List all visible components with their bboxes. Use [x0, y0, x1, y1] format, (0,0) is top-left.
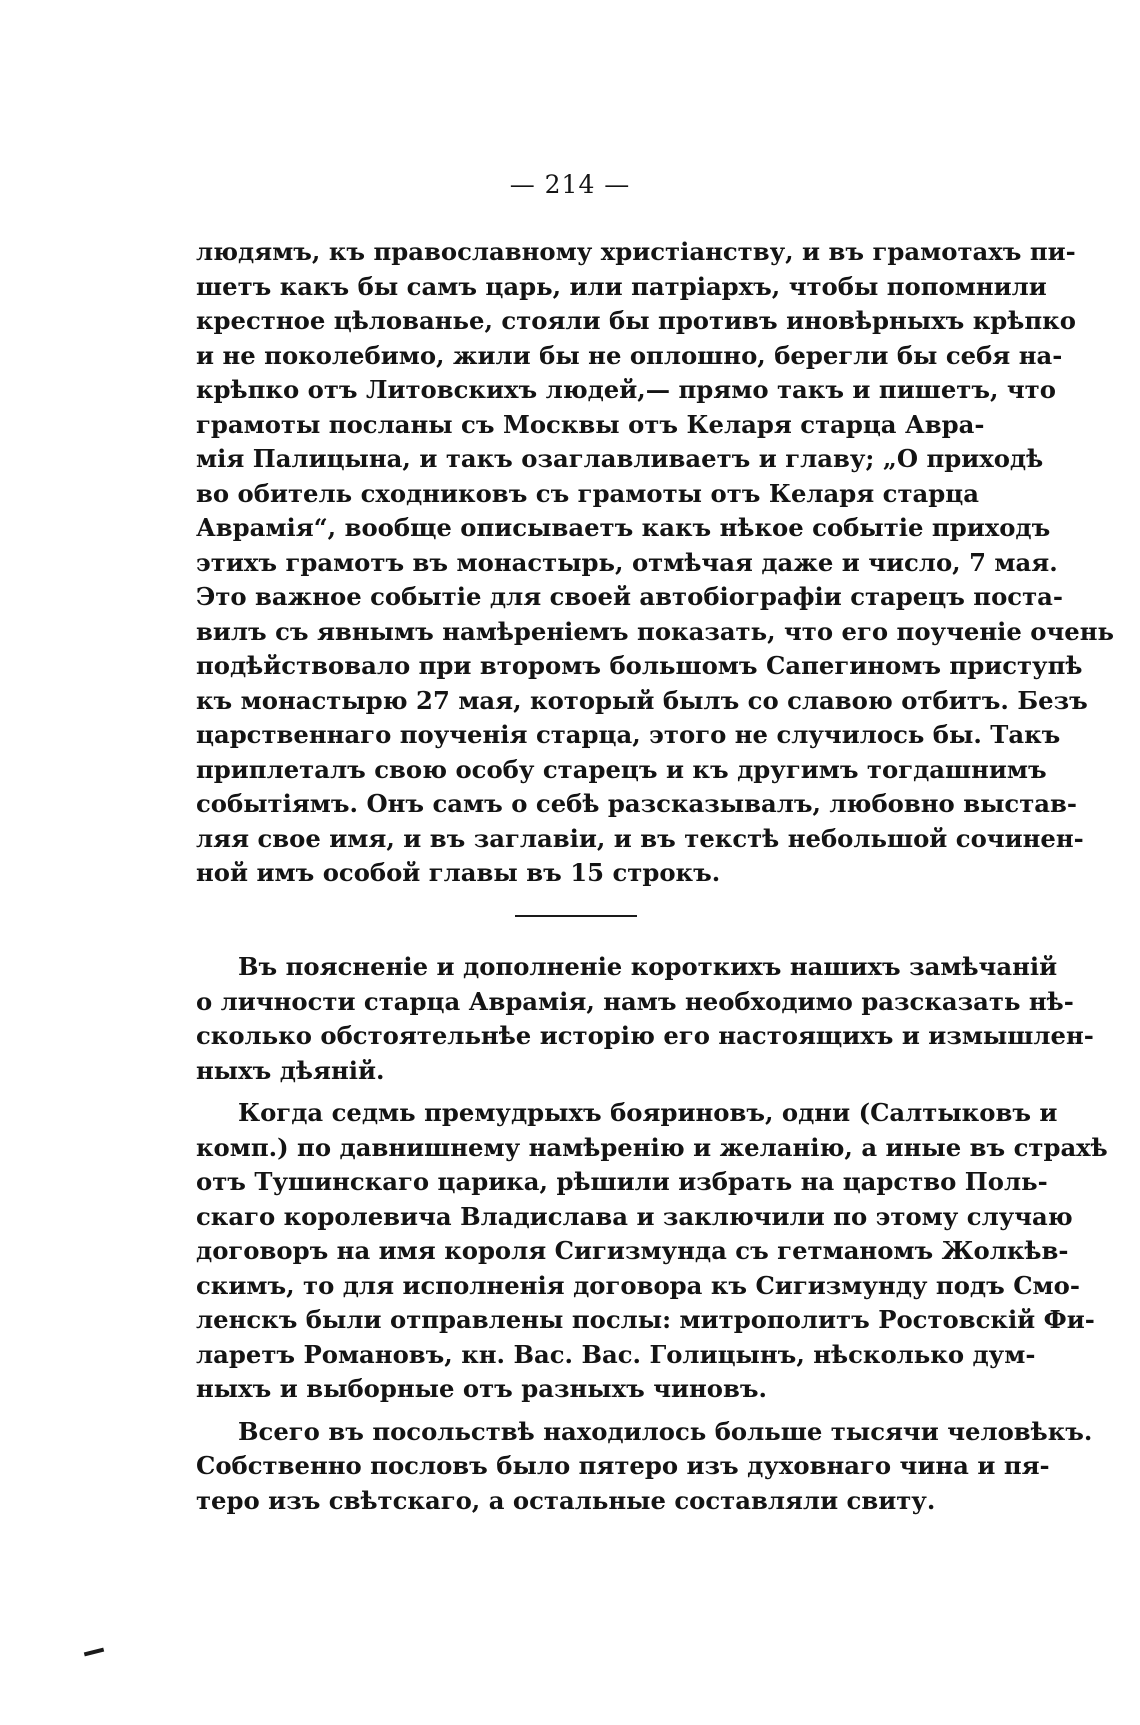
- text-line: вилъ съ явнымъ намѣреніемъ показать, что его поученіе очень: [196, 616, 1114, 646]
- text-line: Всего въ посольствѣ находилось больше тысячи человѣкъ.: [238, 1416, 1093, 1446]
- section-text: [196, 950, 1108, 1518]
- text-line: подѣйствовало при второмъ большомъ Сапегиномъ приступѣ: [196, 651, 1083, 680]
- text-line: грамоты посланы съ Москвы отъ Келаря старца Авра-: [196, 409, 985, 439]
- text-line: Собственно пословъ было пятеро изъ духовнаго чина и пя-: [196, 1451, 1050, 1480]
- text-line: крестное цѣлованье, стояли бы противъ иновѣрныхъ крѣпко: [196, 306, 1076, 335]
- text-line: Въ поясненіе и дополненіе короткихъ нашихъ замѣчаній: [238, 952, 1058, 981]
- text-line: во обитель сходниковъ съ грамоты отъ Келаря старца: [196, 478, 979, 508]
- page-number: — 214 —: [509, 170, 631, 199]
- paragraph-continued-text: [196, 235, 1114, 891]
- text-line: ларетъ Романовъ, кн. Вас. Вас. Голицынъ, нѣсколько дум-: [196, 1339, 1036, 1369]
- text-line: сколько обстоятельнѣе исторію его настоящихъ и измышлен-: [196, 1021, 1094, 1050]
- text-line: Аврамія“, вообще описываетъ какъ нѣкое событіе приходъ: [196, 513, 1051, 542]
- text-line: договоръ на имя короля Сигизмунда съ гетманомъ Жолкѣв-: [196, 1236, 1069, 1265]
- text-line: приплеталъ свою особу старецъ и къ другимъ тогдашнимъ: [196, 754, 1047, 784]
- paragraph: [196, 1096, 1108, 1407]
- text-line: мія Палицына, и такъ озаглавливаетъ и главу; „О приходѣ: [196, 444, 1044, 473]
- text-line: людямъ, къ православному христіанству, и въ грамотахъ пи-: [196, 237, 1076, 266]
- text-line: ной имъ особой главы въ 15 строкъ.: [196, 858, 721, 887]
- text-line: ляя свое имя, и въ заглавіи, и въ текстѣ небольшой сочинен-: [196, 823, 1084, 853]
- text-line: теро изъ свѣтскаго, а остальные составляли свиту.: [196, 1485, 936, 1515]
- section-separator-rule: [515, 915, 637, 917]
- text-line: ленскъ были отправлены послы: митрополитъ Ростовскій Фи-: [196, 1305, 1095, 1334]
- text-line: событіямъ. Онъ самъ о себѣ разсказывалъ, любовно выстав-: [196, 789, 1077, 818]
- text-line: и не поколебимо, жили бы не оплошно, берегли бы себя на-: [196, 340, 1063, 370]
- text-line: ныхъ дѣяній.: [196, 1055, 385, 1085]
- paragraph: [196, 950, 1094, 1088]
- text-line: Когда седмь премудрыхъ бояриновъ, одни (Салтыковъ и: [238, 1098, 1058, 1127]
- margin-ink-mark: [84, 1648, 104, 1657]
- text-line: ныхъ и выборные отъ разныхъ чиновъ.: [196, 1374, 767, 1403]
- text-line: скимъ, то для исполненія договора къ Сигизмунду подъ Смо-: [196, 1270, 1080, 1300]
- text-line: царственнаго поученія старца, этого не случилось бы. Такъ: [196, 720, 1061, 749]
- text-line: шетъ какъ бы самъ царь, или патріархъ, чтобы попомнили: [196, 271, 1047, 301]
- text-line: къ монастырю 27 мая, который былъ со славою отбитъ. Безъ: [196, 685, 1088, 715]
- text-line: Это важное событіе для своей автобіографіи старецъ поста-: [196, 582, 1063, 611]
- text-line: этихъ грамотъ въ монастырь, отмѣчая даже и число, 7 мая.: [196, 547, 1058, 577]
- text-line: о личности старца Аврамія, намъ необходимо разсказать нѣ-: [196, 986, 1074, 1016]
- paragraph: [196, 1415, 1093, 1519]
- text-line: крѣпко отъ Литовскихъ людей,— прямо такъ и пишетъ, что: [196, 375, 1056, 404]
- text-line: скаго королевича Владислава и заключили по этому случаю: [196, 1201, 1073, 1231]
- text-line: комп.) по давнишнему намѣренію и желанію, а иные въ страхѣ: [196, 1132, 1108, 1162]
- text-line: отъ Тушинскаго царика, рѣшили избрать на царство Поль-: [196, 1167, 1048, 1196]
